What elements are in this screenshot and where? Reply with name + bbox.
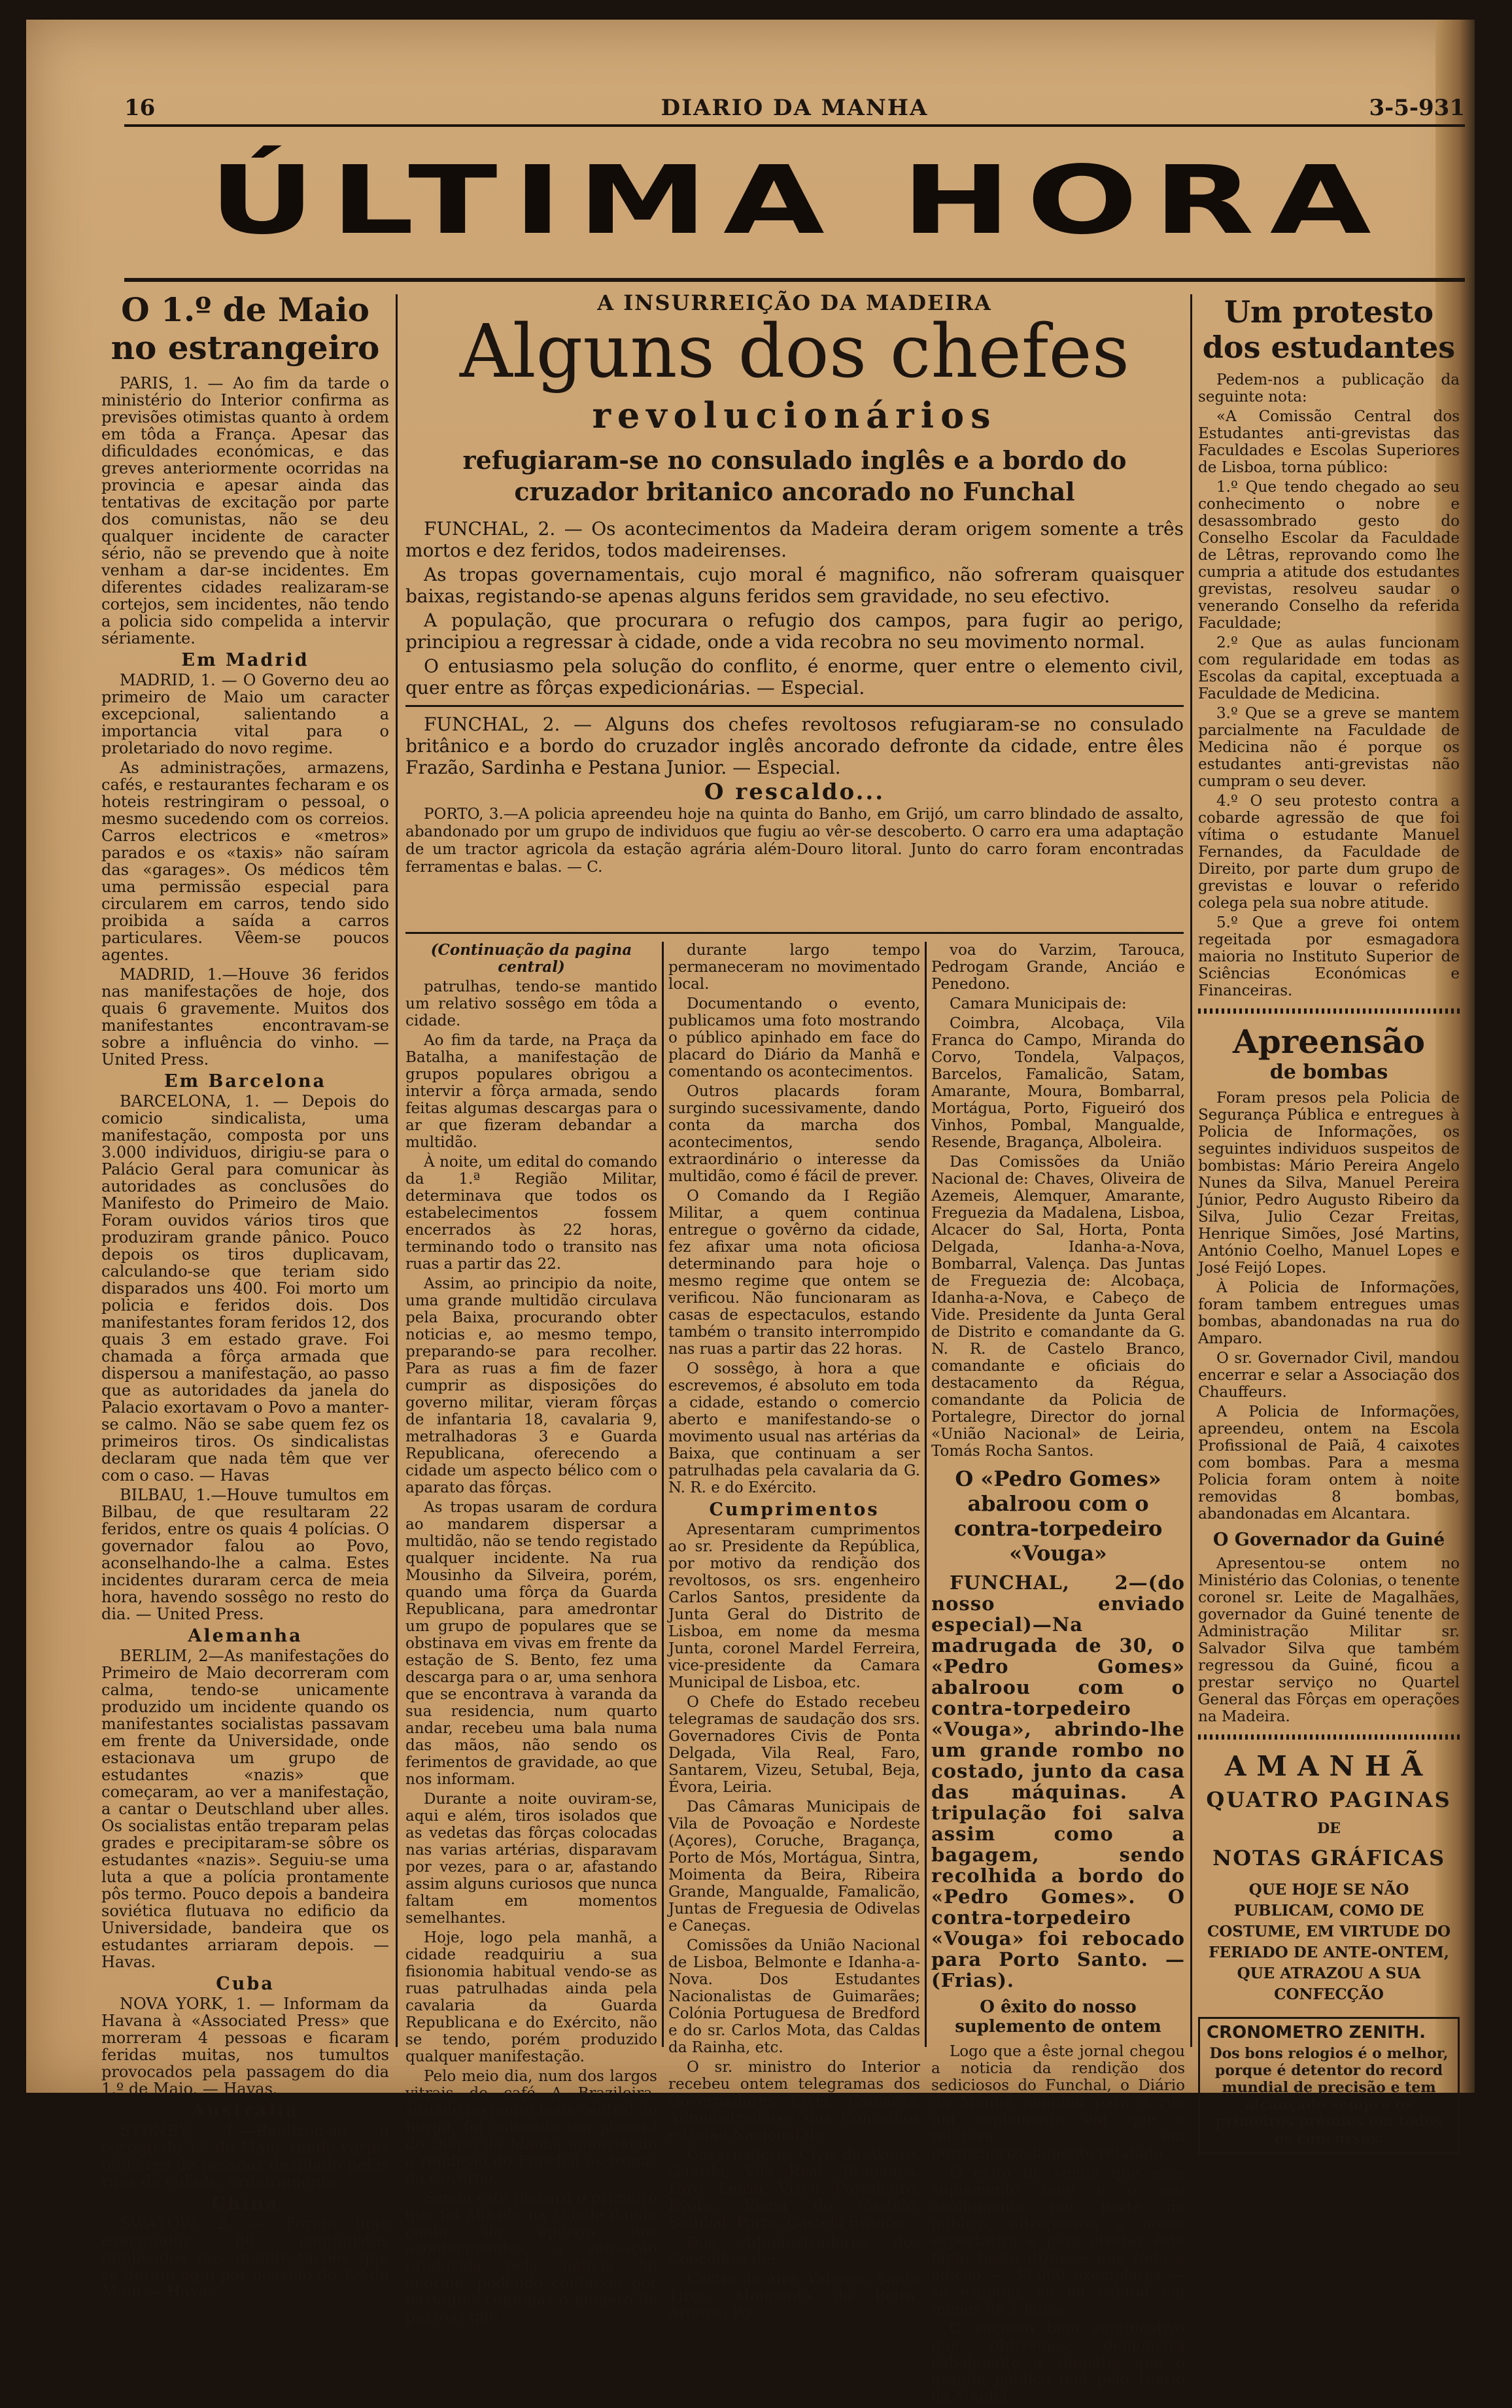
c3-t4: O Comando da I Região Militar, a quem continua entregue o govêrno da cidade, fez afixar uma nota oficiosa determinando para hoje o mesmo regime que ontem se verificou. Não funcionaram as casas de espectaculos, estando também o transito interrompido nas ruas a partir das 22 horas. — [668, 1188, 920, 1358]
column-rule-3 — [925, 942, 927, 2047]
issue-date: 3-5-931 — [1369, 95, 1465, 121]
protesto-n5: 5.º Que a greve foi ontem regeitada por esmagadora maioria no Instituto Superior de Sciências Económicas e Financeiras. — [1198, 914, 1460, 999]
center-column-2 — [668, 942, 920, 2324]
madeira-story — [405, 290, 1184, 879]
cont-t1: patrulhas, tendo-se mantido um relativo sossêgo em tôda a cidade. — [405, 978, 657, 1029]
zenith-ad — [1198, 2017, 1460, 2154]
zenith-ad-text: Dos bons relogios é o melhor, porque é detentor do record mundial de precisão e tem alcançado sempre os primeiros prémios em todos os concursos. — [1209, 2045, 1449, 2147]
australia-heading: Australia — [191, 2101, 300, 2121]
apreensao-subtitle: de bombas — [1269, 1061, 1388, 1084]
bilbau-text: BILBAU, 1.—Houve tumultos em Bilbau, de que resultaram 22 feridos, entre os quais 4 polícias. O governador falou ao Povo, aconselhando-lhe a calma. Estes incidentes duraram cerca de meia hora, havendo sossêgo no resto do dia. — United Press. — [101, 1486, 389, 1623]
masthead-rule — [124, 278, 1465, 282]
madrid-text-2: As administrações, armazens, cafés, e restaurantes fecharam e os hoteis restringiram o pessoal, o mesmo sucedendo com os correios. Carros electricos e «metros» parados e os «taxis» não saíram das «garages». Os médicos têm uma permissão especial para circularem em carros, tendo sido proibida a saída a carros particulares. Vêem-se poucos agentes. — [101, 759, 389, 964]
protesto-title: Um protesto dos estudantes — [1202, 294, 1456, 365]
paris-text: PARIS, 1. — Ao fim da tarde o ministério do Interior confirma as previsões otimistas quanto à ordem em tôda a França. Apesar das dificuldades económicas, e das greves anteriormente ocorridas na provincia e apesar ainda das tentativas de excitação por parte dos comunistas, não se deu qualquer incidente de caracter sério, não se prevendo que à noite venham a dar-se incidentes. Em diferentes cidades realizaram-se cortejos, sem incidentes, não tendo a policia sido compelida a intervir sériamente. — [101, 374, 389, 647]
cumprimentos-heading: Cumprimentos — [709, 1500, 880, 1520]
protesto-n4: 4.º O seu protesto contra a cobarde agressão de que foi vítima o estudante Manuel Fernandes, da Faculdade de Direito, por parte dum grupo de grevistas e louvar o referido colega pela sua nobre atitude. — [1198, 793, 1460, 912]
c3-t1: durante largo tempo permaneceram no movimentado local. — [668, 942, 920, 993]
c3-t5: O sossêgo, à hora a que escrevemos, é absoluto em toda a cidade, estando o comercio aberto e manifestando-se o movimento usual nas artérias da Baixa, que continuam a ser patrulhadas pela cavalaria da G. N. R. e do Exército. — [668, 1360, 920, 1496]
amanha-line-5: QUE HOJE SE NÃO PUBLICAM, COMO DE COSTUME, EM VIRTUDE DO FERIADO DE ANTE-ONTEM, QUE ATRAZOU A SUA CONFECÇÃO — [1207, 1881, 1451, 2003]
c4-t2: Camara Municipais de: — [950, 995, 1127, 1012]
barcelona-heading: Em Barcelona — [163, 1071, 327, 1092]
madeira-p1: FUNCHAL, 2. — Os acontecimentos da Madeira deram origem somente a três mortos e dez feridos, todos madeirenses. — [405, 518, 1184, 561]
amanha-line-1: AMANHÃ — [1224, 1750, 1434, 1782]
c3-t10: O sr. ministro do Interior recebeu ontem telegramas dos Governadores Civis, Camaras, Administradores dos Concelhos e União Nacional de: — [668, 2059, 920, 2144]
madeira-p4: O entusiasmo pela solução do conflito, é enorme, quer entre o elemento civil, quer entre as fôrças expedicionárias. — Especial. — [405, 655, 1184, 698]
column-rule-4 — [1190, 294, 1192, 2047]
c3-t8: Das Câmaras Municipais de Vila de Povoação e Nordeste (Açores), Coruche, Bragança, Porto de Mós, Mortágua, Sintra, Moimenta da Beira, Ribeira Grande, Mangualde, Famalicão, Juntas de Freguesia de Odivelas e Caneças. — [668, 1798, 920, 1935]
cont-t4: Assim, ao principio da noite, uma grande multidão circulava pela Baixa, procurando obter noticias e, ao mesmo tempo, preparando-se para recolher. Para as ruas a fim de fazer cumprir as disposições do governo militar, vieram fôrças de infantaria 18, cavalaria 9, metralhadoras 3 e Guarda Republicana, oferecendo a cidade um aspecto bélico com o aparato das fôrças. — [405, 1275, 657, 1496]
cont-t7: Hoje, logo pela manhã, a cidade readquiriu a sua fisionomia habitual vendo-se as ruas patrulhadas ainda pela cavalaria da Guarda Republicana e do Exército, não se tendo, porém produzido qualquer manifestação. — [405, 1929, 657, 2065]
madeira-kicker: A INSURREIÇÃO DA MADEIRA — [597, 290, 992, 315]
rescaldo-text: PORTO, 3.—A policia apreendeu hoje na quinta do Banho, em Grijó, um carro blindado de assalto, abandonado por um grupo de individuos que fugiu ao vêr-se descoberto. O carro era uma adaptação de um tractor agricola da estação agrária além-Douro litoral. Junto do carro foram encontradas ferramentas e balas. — C. — [405, 806, 1184, 876]
cont-t3: À noite, um edital do comando da 1.ª Região Militar, determinava que todos os estabelecimentos fossem encerrados às 22 horas, terminando todo o transito nas ruas a partir das 22. — [405, 1154, 657, 1273]
cont-t5: As tropas usaram de cordura ao mandarem dispersar a multidão, não se tendo registado qualquer incidente. Na rua Mousinho da Silveira, porém, quando uma fôrça da Guarda Republicana, para amedrontar um grupo de populares que se obstinava em vivas em frente da estação de S. Bento, fez uma descarga para o ar, uma senhora que se encontrava à varanda da sua residencia, num quarto andar, recebeu uma bala numa das mãos, não sendo os ferimentos de gravidade, ao que nos informam. — [405, 1499, 657, 1788]
barcelona-text: BARCELONA, 1. — Depois do comicio sindicalista, uma manifestação, composta por uns 3.000 individuos, dirigiu-se para o Palácio Geral para comunicar às autoridades as conclusões do Manifesto do Primeiro de Maio. Foram ouvidos vários tiros que produziram grande pânico. Pouco depois os tiros duplicavam, calculando-se que teriam sido disparados uns 400. Foi morto um policia e feridos dois. Dos manifestantes foram feridos 12, dos quais 3 em estado grave. Foi chamada a fôrça armada que dispersou a manifestação, ao passo que as autoridades da janela do Palacio exortavam o Povo a manter-se calmo. Não se sabe quem fez os primeiros tiros. Os sindicalistas declaram que nada têm que ver com o caso. — Havas — [101, 1092, 389, 1485]
madeira-p5: FUNCHAL, 2. — Alguns dos chefes revoltosos refugiaram-se no consulado britânico e a bordo do cruzador inglês ancorado defronte da cidade, entre êles Frazão, Sardinha e Pestana Junior. — Especial. — [405, 714, 1184, 778]
apreensao-title: Apreensão — [1233, 1022, 1425, 1061]
amanha-line-2: QUATRO PAGINAS — [1206, 1787, 1452, 1812]
madeira-headline-2: revolucionários — [592, 394, 997, 436]
swatow-text: SWATOW, 2. — Foram hoje executados 80 comunistas implicados nas manifestações que se deram aqui por ocasião do 1.º de Maio — Havas. — [101, 2214, 389, 2301]
newspaper-page — [26, 20, 1475, 2405]
protesto-intro: Pedem-nos a publicação da seguinte nota: — [1198, 371, 1460, 405]
paper-name: DIARIO DA MANHA — [661, 95, 929, 121]
governador-title: O Governador da Guiné — [1212, 1530, 1445, 1550]
c3-t2: Documentando o evento, publicamos uma foto mostrando o público apinhado em face do placard do Diário da Manhã e comentando os acontecimentos. — [668, 995, 920, 1080]
suplemento-p2: O êxito de venda que êsse suplemento teve e o seu acolhimento por parte do público, ultrapassou a nossa espectativa e para atestar êste facto basta dizer-se que toda a edição — 30.000 exemplares — se esgotou, só na capital em menos de 2 horas. — [931, 2165, 1185, 2318]
madeira-p2: As tropas governamentais, cujo moral é magnifico, não sofreram quaisquer baixas, registando-se apenas alguns feridos sem gravidade, no seu efectivo. — [405, 564, 1184, 607]
column-rule-2 — [662, 942, 664, 2047]
center-bottom-rule — [405, 932, 1184, 934]
zenith-ad-title: CRONOMETRO ZENITH. — [1207, 2023, 1426, 2042]
c3-t11: Governadores Civis de Aveiro, Guarda, Vila Real, Bragança, Faro, Leiria, Viseu, Portalegre, Évora, Viana do Castelo, Setubal, Porto, Castelo Branco. — [668, 2146, 920, 2231]
right-column — [1198, 294, 1460, 2154]
continuation-note: (Continuação da pagina central) — [430, 941, 632, 976]
madrid-text-3: MADRID, 1.—Houve 36 feridos nas manifestações de hoje, dos quais 6 gravemente. Muitos dos manifestantes encontravam-se sobre a influência do vinho. — United Press. — [101, 965, 389, 1069]
continuation-column — [405, 942, 657, 2328]
c3-t13: Castro de Aire, Valença, Santo Tirço, Moimenta do Beira, Arouca, Po- — [668, 2271, 920, 2322]
cuba-heading: Cuba — [216, 1974, 275, 1994]
china-heading: China — [211, 2193, 279, 2214]
protesto-n3: 3.º Que se a greve se mantem parcialmente na Faculdade de Medicina não é porque os estudantes anti-grevistas não cumpram o seu dever. — [1198, 705, 1460, 790]
sydney-text: SYDNEY, 1.—Realizou-se o cortejo do 1.º de Maio, tendo vários milhares de pessoas desfilado pelas ruas da cidade, ordeiramente. — [101, 2122, 389, 2191]
berlim-text: BERLIM, 2—As manifestações do Primeiro de Maio decorreram com calma, tendo-se unicamente produzido um incidente quando os manifestantes socialistas passavam em frente da Universidade, onde estacionava um grupo de estudantes «nazis» que começaram, ao ver a manifestação, a cantar o Deutschland uber alles. Os socialistas então treparam pelas grades e precipitaram-se sôbre os estudantes «nazis». Seguiu-se uma luta a que a polícia prontamente pôs termo. Pouco depois a bandeira soviética flutuava no edificio da Universidade, bandeira que os estudantes arriaram depois. — Havas. — [101, 1647, 389, 1971]
governador-text: Apresentou-se ontem no Ministério das Colonias, o tenente coronel sr. Leite de Magalhães, governador da Guiné tenente de Administração Militar sr. Salvador Silva que também regressou da Guiné, ficou a prestar serviço no Quartel General das Fôrças em operações na Madeira. — [1198, 1555, 1460, 1725]
c4-t4: Das Comissões da União Nacional de: Chaves, Oliveira de Azemeis, Alemquer, Amarante, Freguezia da Madalena, Lisboa, Alcacer do Sal, Horta, Ponta Delgada, Idanha-a-Nova, Bombarral, Valença. Das Juntas de Freguezia de: Alcobaça, Idanha-a-Nova, e Cabeço de Vide. Presidente da Junta Geral de Distrito e comandante da G. N. R. de Castelo Branco, comandante e oficiais do destacamento da Régua, comandante da Policia de Portalegre, Director do jornal «União Nacional» de Leiria, Tomás Rocha Santos. — [931, 1154, 1185, 1460]
ny-text: NOVA YORK, 1. — Informam da Havana à «Associated Press» que morreram 4 pessoas e ficaram feridas muitas, nos tumultos provocados pela passagem do dia 1.º de Maio. — Havas. — [101, 1995, 389, 2098]
alemanha-heading: Alemanha — [188, 1626, 303, 1646]
c3-t9: Comissões da União Nacional de Lisboa, Belmonte e Idanha-a-Nova. Dos Estudantes Nacionalistas de Guimarães; Colónia Portuguesa de Bredford e do sr. Carlos Mota, das Caldas da Rainha, etc. — [668, 1937, 920, 2056]
suplemento-p1: Logo que a êste jornal chegou a noticia da rendição dos sediciosos do Funchal, o Diário da Manhã mandou para a rua um suplemento em que o relatava em pormenorizadamente relatado. — [931, 2043, 1185, 2162]
apreensao-p1: Foram presos pela Policia de Segurança Pública e entregues à Policia de Informações, os seguintes individuos suspeitos de bombistas: Mário Pereira Angelo Nunes da Silva, Manuel Pereira Júnior, Pedro Augusto Ribeiro da Silva, Julio Cezar Freitas, Henrique Simões, José Martins, António Coelho, Manuel Lopes e José Feijó Lopes. — [1198, 1090, 1460, 1277]
may-day-title: O 1.º de Maio no estrangeiro — [111, 290, 380, 367]
center-column-3 — [931, 942, 1185, 2408]
amanha-line-3: DE — [1317, 1820, 1341, 1837]
header-rule — [124, 124, 1465, 127]
protesto-quote: «A Comissão Central dos Estudantes anti-grevistas das Faculdades e Escolas Superiores de Lisboa, torna público: — [1198, 408, 1460, 476]
cont-t2: Ao fim da tarde, na Praça da Batalha, a manifestação de grupos populares obrigou a intervir a fôrça armada, sendo feitas algumas descargas para o ar que fizeram debandar a multidão. — [405, 1032, 657, 1151]
protesto-n2: 2.º Que as aulas funcionam com regularidade em todas as Escolas da capital, exceptuada a Faculdade de Medicina. — [1198, 634, 1460, 702]
pedro-gomes-title: O «Pedro Gomes» abalroou com o contra-torpedeiro «Vouga» — [954, 1466, 1163, 1566]
protesto-n1: 1.º Que tendo chegado ao seu conhecimento o nobre e desassombrado gesto do Conselho Escolar da Faculdade de Lêtras, reprovando como lhe cumpria a atitude dos estudantes grevistas, resolveu saudar o venerando Conselho da referida Faculdade; — [1198, 479, 1460, 632]
wavy-divider-2 — [1198, 1734, 1460, 1740]
cont-t8: Pelo meio dia, num dos largos vitrais do café A Brazileira, situado no ponto mais central do burgo, foi colocado um placard do Diário da Manhã anunciando a rendição do Funchal às tropas do Govêrno. — [405, 2068, 657, 2187]
amanha-line-4: NOTAS GRÁFICAS — [1212, 1846, 1446, 1870]
page-number: 16 — [124, 95, 156, 121]
madeira-p3: A população, que procurara o refugio dos campos, para fugir ao perigo, principiou a regressar à cidade, onde a vida recobra no seu movimento normal. — [405, 610, 1184, 653]
story-divider — [405, 705, 1184, 707]
suplemento-p3: O sucesso bem significativo que obtivemos, demonstra cabalmente a simpatia que o grande público tem pelo Diário da Manhã. — [931, 2320, 1185, 2405]
page-header — [124, 85, 1465, 124]
cont-t6: Durante a noite ouviram-se, aqui e além, tiros isolados que as vedetas das fôrças colocadas nas varias artérias, disparavam por vezes, para o ar, afastando assim alguns curiosos que nunca faltam em momentos semelhantes. — [405, 1791, 657, 1927]
masthead: ÚLTIMA HORA — [209, 145, 1387, 256]
apreensao-p2: À Policia de Informações, foram tambem entregues umas bombas, abandonadas na rua do Amparo. — [1198, 1279, 1460, 1347]
madeira-headline: Alguns dos chefes — [459, 309, 1130, 394]
c3-t12: Dos Administradores dos Concelhos de: — [668, 2234, 920, 2268]
pedro-gomes-text: FUNCHAL, 2—(do nosso enviado especial)—Na madrugada de 30, o «Pedro Gomes» abalroou com o contra-torpedeiro «Vouga», abrindo-lhe um grande rombo no costado, junto da casa das máquinas. A tripulação foi salva assim como a bagagem, sendo recolhida a bordo do «Pedro Gomes». O contra-torpedeiro «Vouga» foi rebocado para Porto Santo. — (Frias). — [931, 1572, 1185, 1991]
c4-t1: voa do Varzim, Tarouca, Pedrogam Grande, Anciáo e Penedono. — [931, 942, 1185, 993]
rescaldo-title: O rescaldo... — [704, 779, 885, 805]
apreensao-p4: A Policia de Informações, apreendeu, ontem na Escola Profissional de Paiã, 4 caixotes com bombas. Para a mesma Policia foram ontem à noite removidas 8 bombas, abandonadas em Alcantara. — [1198, 1403, 1460, 1522]
madeira-deck: refugiaram-se no consulado inglês e a bordo do cruzador britanico ancorado no Funchal — [462, 445, 1127, 506]
c3-t3: Outros placards foram surgindo sucessivamente, dando conta da marcha dos acontecimentos, sendo extraordinário o interesse da multidão, como é fácil de prever. — [668, 1083, 920, 1185]
madrid-heading: Em Madrid — [181, 650, 309, 670]
c3-t7: O Chefe do Estado recebeu telegramas de saudação dos srs. Governadores Civis de Ponta Delgada, Vila Real, Faro, Santarem, Vizeu, Setubal, Beja, Évora, Leiria. — [668, 1694, 920, 1796]
left-column — [101, 291, 389, 2303]
c4-t3: Coimbra, Alcobaça, Vila Franca do Campo, Miranda do Corvo, Tondela, Valpaços, Barcelos, Famalicão, Satam, Amarante, Moura, Bombarral, Mortágua, Porto, Figueiró dos Vinhos, Pombal, Mangualde, Resende, Bragança, Alboleira. — [931, 1015, 1185, 1151]
apreensao-p3: O sr. Governador Civil, mandou encerrar e selar a Associação dos Chauffeurs. — [1198, 1350, 1460, 1401]
wavy-divider-1 — [1198, 1008, 1460, 1014]
column-rule-1 — [396, 294, 398, 2047]
suplemento-title: O êxito do nosso suplemento de ontem — [955, 1997, 1161, 2037]
c3-t6: Apresentaram cumprimentos ao sr. Presidente da República, por motivo da rendição dos revoltosos, os srs. engenheiro Carlos Santos, presidente da Junta Geral do Distrito de Lisboa, em nome da mesma Junta, coronel Mardel Ferreira, vice-presidente da Camara Municipal de Lisboa, etc. — [668, 1521, 920, 1691]
cont-t9: Sendo êste placard o primeiro que foi afixado na cidade dando conta do epílogo dos acontecimentos, a sensação produzida pela noticia foi enorme, podendo contar-se por bastantes centenas o número de pessoas que — [405, 2190, 657, 2326]
madrid-text-1: MADRID, 1. — O Governo deu ao primeiro de Maio um caracter excepcional, salientando a importancia vital para o proletariado do novo regime. — [101, 671, 389, 757]
